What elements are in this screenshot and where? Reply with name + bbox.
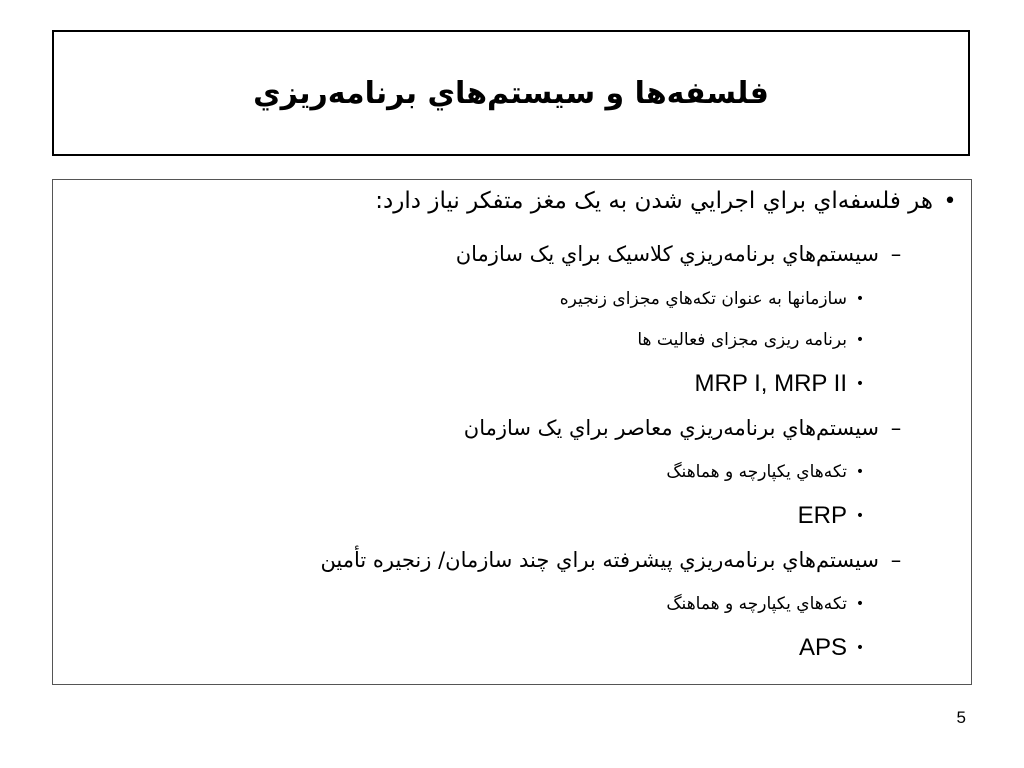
sub-bullet-item-4 — [666, 462, 873, 482]
sub-bullet-text: تکه‌هاي یکپارچه و هماهنگ — [666, 462, 847, 482]
sub-bullet-item-5 — [798, 502, 873, 530]
sub-bullet-text: سازمانها به عنوان تکه‌هاي مجزای زنجيره — [559, 289, 847, 309]
dash-text: سیستم‌هاي برنامه‌ريزي معاصر براي یک سازمان — [463, 416, 879, 440]
dash-text: سیستم‌هاي برنامه‌ريزي کلاسیک براي یک سازمان — [455, 242, 879, 266]
bullet-marker: • — [855, 508, 865, 524]
sub-bullet-item-1 — [560, 289, 873, 309]
bullet-marker: • — [855, 332, 865, 348]
sub-bullet-item-3 — [695, 370, 873, 398]
sub-bullet-item-2 — [637, 330, 873, 350]
bullet-marker: • — [855, 291, 865, 307]
bullet-marker: • — [855, 464, 865, 480]
sub-bullet-text: تکه‌هاي یکپارچه و هماهنگ — [666, 594, 847, 614]
dash-item-2 — [464, 416, 913, 440]
page-number: 5 — [956, 708, 966, 727]
bullet-marker: • — [855, 376, 865, 392]
dash-text: سیستم‌هاي برنامه‌ريزي پیشرفته براي چند سازمان/ زنجیره تأمین — [320, 548, 879, 572]
dash-item-1 — [456, 242, 913, 266]
sub-bullet-text: APS — [798, 634, 847, 661]
content-box — [52, 179, 972, 685]
sub-bullet-text: ERP — [797, 502, 847, 529]
dash-item-3 — [320, 548, 913, 572]
bullet-marker: • — [943, 188, 957, 214]
sub-bullet-item-7 — [799, 634, 873, 662]
sub-bullet-text: برنامه ریزی مجزای فعالیت ها — [637, 330, 847, 350]
sub-bullet-text: MRP I, MRP II — [694, 370, 847, 397]
bullet-marker: • — [855, 596, 865, 612]
bullet-text: هر فلسفه‌اي براي اجرايي شدن به یک مغز متفکر نیاز دارد: — [375, 188, 933, 214]
slide-title: فلسفه‌ها و سیستم‌هاي برنامه‌ريزي — [253, 75, 769, 111]
bullet-marker: • — [855, 640, 865, 656]
bullet-item-1 — [375, 188, 967, 214]
dash-marker: – — [890, 242, 902, 266]
sub-bullet-item-6 — [666, 594, 873, 614]
dash-marker: – — [890, 548, 902, 572]
title-box — [52, 30, 970, 156]
dash-marker: – — [890, 416, 902, 440]
